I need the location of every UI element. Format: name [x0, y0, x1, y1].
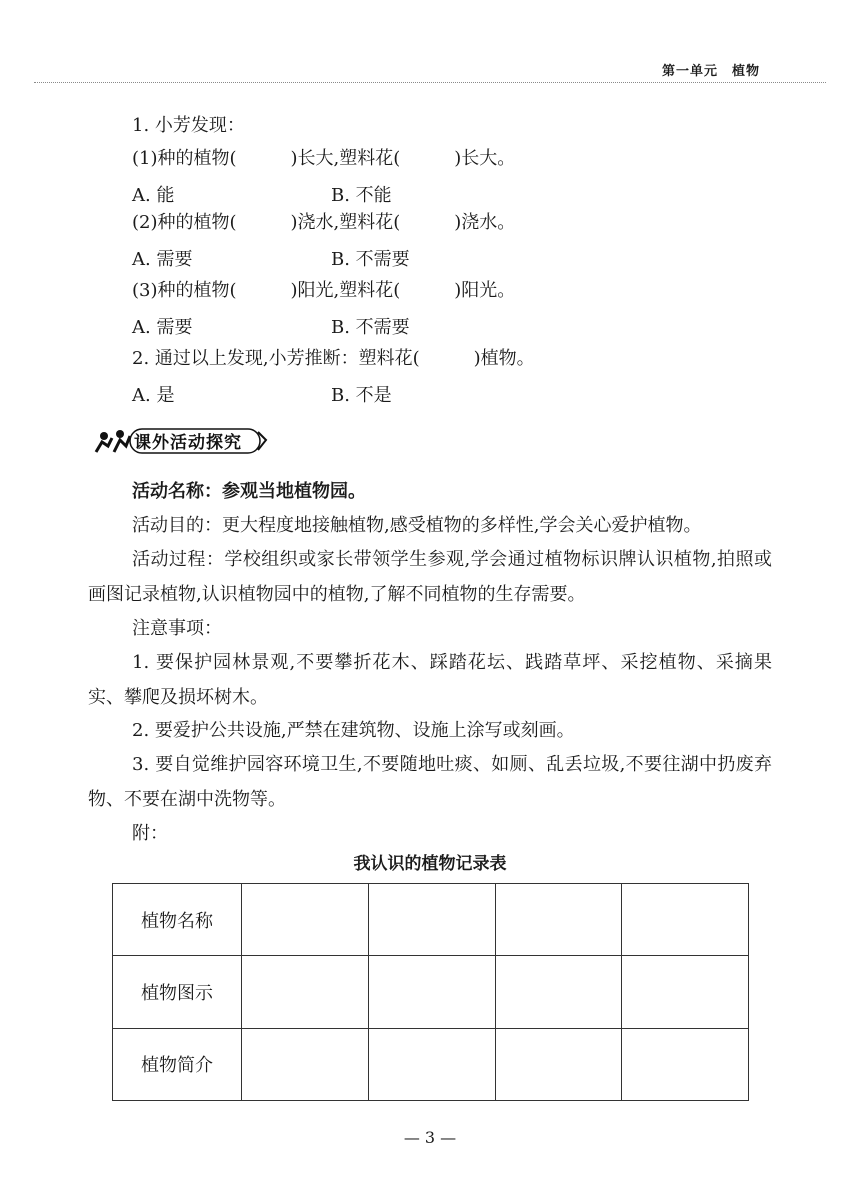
q2-option-b: B. 不是	[331, 385, 392, 406]
q1-2-option-b: B. 不需要	[331, 249, 410, 270]
q1-3: (3)种的植物( )阳光,塑料花( )阳光。	[132, 280, 516, 301]
table-cell[interactable]	[495, 956, 622, 1028]
q1-3-option-a: A. 需要	[132, 317, 193, 338]
activity-name: 活动名称：参观当地植物园。	[132, 481, 366, 502]
q1-2-option-a: A. 需要	[132, 249, 193, 270]
table-row	[113, 956, 749, 1028]
table-cell[interactable]	[622, 884, 749, 956]
table-cell[interactable]	[622, 956, 749, 1028]
record-table	[112, 883, 749, 1101]
running-header	[34, 58, 826, 83]
activity-process: 活动过程：学校组织或家长带领学生参观,学会通过植物标识牌认识植物,拍照或画图记录植物,认识植物园中的植物,了解不同植物的生存需要。	[88, 549, 772, 605]
q1-1-option-b: B. 不能	[331, 185, 392, 206]
table-cell[interactable]	[368, 884, 495, 956]
dancing-figures-icon	[96, 430, 130, 452]
note-2: 2. 要爱护公共设施,严禁在建筑物、设施上涂写或刻画。	[132, 720, 575, 741]
table-cell[interactable]	[622, 1028, 749, 1100]
q1-title: 1. 小芳发现：	[132, 115, 245, 136]
q1-1: (1)种的植物( )长大,塑料花( )长大。	[132, 148, 516, 169]
note-3: 3. 要自觉维护园容环境卫生,不要随地吐痰、如厕、乱丢垃圾,不要往湖中扔废弃物、不要在湖中洗物等。	[88, 754, 772, 810]
table-title: 我认识的植物记录表	[353, 854, 507, 874]
table-cell[interactable]	[242, 884, 369, 956]
table-cell[interactable]	[368, 956, 495, 1028]
activity-goal: 活动目的：更大程度地接触植物,感受植物的多样性,学会关心爱护植物。	[132, 515, 702, 536]
q1-3-option-b: B. 不需要	[331, 317, 410, 338]
row-header-image: 植物图示	[113, 956, 242, 1028]
appendix-label: 附：	[132, 823, 168, 844]
row-header-intro: 植物简介	[113, 1028, 242, 1100]
section-title: 课外活动探究	[134, 433, 242, 453]
header-text: 第一单元 植物	[661, 64, 760, 79]
q2-option-a: A. 是	[132, 385, 175, 406]
table-row	[113, 884, 749, 956]
q1-2: (2)种的植物( )浇水,塑料花( )浇水。	[132, 212, 516, 233]
row-header-name: 植物名称	[113, 884, 242, 956]
note-1: 1. 要保护园林景观,不要攀折花木、踩踏花坛、践踏草坪、采挖植物、采摘果实、攀爬及损坏树木。	[88, 652, 772, 708]
q2: 2. 通过以上发现,小芳推断：塑料花( )植物。	[132, 348, 535, 369]
table-cell[interactable]	[495, 884, 622, 956]
page-number: — 3 —	[403, 1128, 457, 1147]
table-cell[interactable]	[368, 1028, 495, 1100]
table-cell[interactable]	[242, 956, 369, 1028]
table-cell[interactable]	[242, 1028, 369, 1100]
table-row	[113, 1028, 749, 1100]
table-cell[interactable]	[495, 1028, 622, 1100]
notes-title: 注意事项：	[132, 618, 222, 639]
q1-1-option-a: A. 能	[132, 185, 175, 206]
